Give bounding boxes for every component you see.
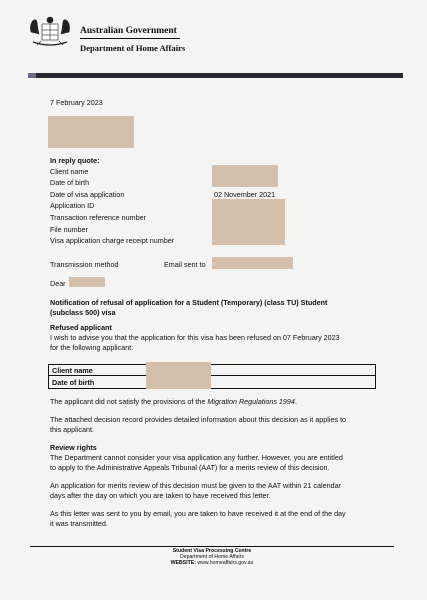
coat-of-arms-icon (27, 14, 73, 52)
refused-applicant-heading: Refused applicant (50, 323, 112, 332)
notification-title-line2: (subclass 500) visa (50, 308, 116, 317)
aat-deadline-line1: An application for merits review of this decision must be given to the AAT within 21 calendar (50, 481, 341, 490)
refused-text-line1: I wish to advise you that the application for this visa has been refused on 07 February 2023 (50, 333, 340, 342)
applicant-table-divider (48, 375, 376, 376)
email-receipt-line2: it was transmitted. (50, 519, 108, 528)
review-rights-heading: Review rights (50, 443, 97, 452)
visa-app-date-label: Date of visa application (50, 190, 125, 199)
footer-website-link[interactable]: www.homeaffairs.gov.au (197, 560, 254, 566)
review-rights-line2: to apply to the Administrative Appeals Tribunal (AAT) for a merits review of this decision. (50, 463, 330, 472)
table-client-name-label: Client name (52, 366, 93, 375)
footer-divider (30, 546, 394, 547)
footer-department: Department of Home Affairs (180, 554, 244, 560)
decision-record-line1: The attached decision record provides detailed information about this decision as it applies to (50, 415, 347, 424)
reply-quote-heading: In reply quote: (50, 156, 100, 165)
notification-title-line1: Notification of refusal of application for a Student (Temporary) (class TU) Student (50, 298, 328, 307)
redacted-client-details (212, 165, 278, 187)
regulations-statement: The applicant did not satisfy the provisions of the Migration Regulations 1994. (50, 397, 297, 406)
government-name: Australian Government (80, 26, 177, 36)
file-number-label: File number (50, 225, 88, 234)
aat-deadline-line2: days after the day on which you are taken to have received this letter. (50, 491, 271, 500)
table-dob-label: Date of birth (52, 378, 95, 387)
redacted-applicant-details (146, 362, 211, 389)
refused-text-line2: for the following applicant: (50, 343, 134, 352)
redacted-name (69, 277, 105, 287)
redacted-reference-numbers (212, 199, 285, 245)
redacted-address (48, 116, 134, 148)
dob-label: Date of birth (50, 178, 90, 187)
trn-label: Transaction reference number (50, 213, 147, 222)
header-band-accent (28, 73, 36, 78)
applicant-table (48, 364, 376, 389)
footer-website-line (30, 560, 394, 566)
footer-centre: Student Visa Processing Centre (172, 548, 252, 554)
application-id-label: Application ID (50, 201, 95, 210)
header-band (28, 73, 403, 78)
review-rights-line1: The Department cannot consider your visa application any further. However, you are entitled (50, 453, 343, 462)
visa-app-date-value: 02 November 2021 (214, 190, 276, 199)
letterhead-divider (80, 38, 180, 39)
redacted-email (212, 257, 293, 269)
salutation: Dear (50, 279, 66, 288)
client-name-label: Client name (50, 167, 89, 176)
transmission-method-label: Transmission method (50, 260, 119, 269)
decision-record-line2: this applicant. (50, 425, 94, 434)
email-receipt-line1: As this letter was sent to you by email, you are taken to have received it at the end of the day (50, 509, 346, 518)
email-sent-to-label: Email sent to (164, 260, 206, 269)
regulations-title: Migration Regulations 1994 (207, 397, 295, 406)
department-name: Department of Home Affairs (80, 43, 186, 53)
footer-website-label: WEBSITE: (170, 560, 196, 566)
letter-date: 7 February 2023 (50, 98, 103, 107)
charge-receipt-label: Visa application charge receipt number (50, 236, 175, 245)
